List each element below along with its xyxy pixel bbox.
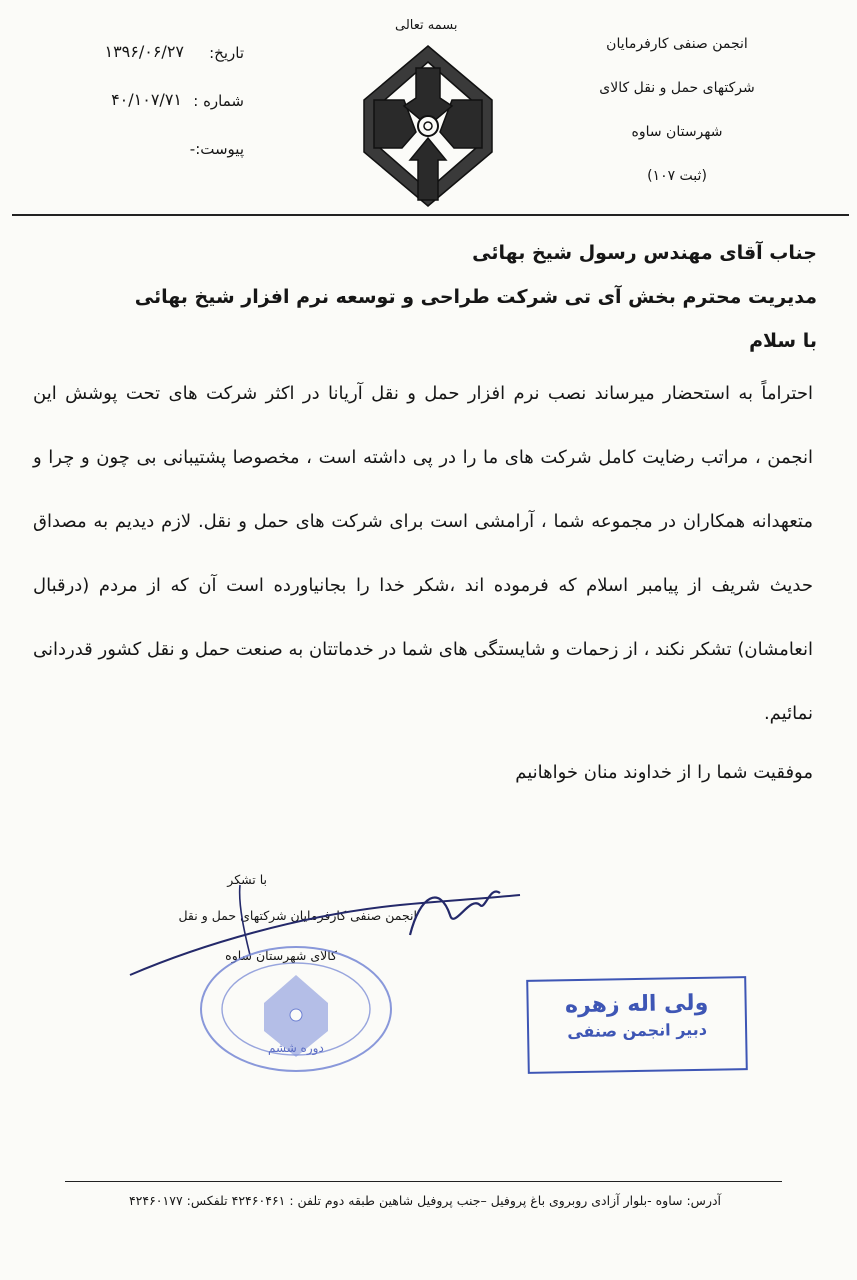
footer-divider [65,1181,782,1182]
recipient-name: جناب آقای مهندس رسول شیخ بهائی [472,242,817,264]
signature-org-line-2: کالای شهرستان ساوه [225,948,337,963]
greeting: با سلام [749,330,817,352]
stamp-title: دبیر انجمن صنفی [567,1019,708,1042]
closing-line: موفقیت شما را از خداوند منان خواهانیم [515,762,813,783]
footer-address: آدرس: ساوه -بلوار آزادی روبروی باغ پروفیل –جنب پروفیل شاهین طبقه دوم تلفن : ۴۲۴۶۰۴۶۱ تلفکس: ۴۲۴۶۰۱۷۷ [128,1193,722,1208]
official-seal [198,945,394,1073]
signatory-stamp [526,976,748,1074]
org-name-line-1: انجمن صنفی کارفرمایان [606,36,748,52]
date-label: تاریخ: [209,44,244,62]
org-name-line-2: شرکتهای حمل و نقل کالای [599,80,755,96]
header-divider [12,214,849,216]
invocation: بسمه تعالی [395,18,458,33]
number-value: ۴۰/۱۰۷/۷۱ [111,90,182,109]
org-logo [358,40,498,212]
number-label: شماره : [193,92,244,110]
letter-body: احتراماً به استحضار میرساند نصب نرم افزار حمل و نقل آریانا در اکثر شرکت های تحت پوشش این انجمن ، مراتب رضایت کامل شرکت های ما را در پی داشته است ، مخصوصا پشتیبانی بی چون و چرا و متعهدانه همکاران در مجموعه شما ، آرامشی است برای شرکت های حمل و نقل. لازم دیدیم به مصداق حدیث شریف از پیامبر اسلام که فرموده اند ،شکر خدا را بجانیاورده است آن که از مردم (درقبال انعامشان) تشکر نکند ، از زحمات و شایستگی های شما در خدماتتان به صنعت حمل و نقل کشور قدردانی نمائیم. [33,383,813,724]
stamp-name: ولی اله زهره [564,990,709,1019]
org-name-line-3: شهرستان ساوه [631,124,723,140]
registration-number: (ثبت ۱۰۷) [647,168,707,184]
date-value: ۱۳۹۶/۰۶/۲۷ [104,42,184,61]
signature-org-line-1: انجمن صنفی کارفرمایان شرکتهای حمل و نقل [178,908,417,923]
seal-text: دوره ششم [268,1041,324,1055]
attachment-label: پیوست:- [189,140,244,158]
recipient-title: مدیریت محترم بخش آی تی شرکت طراحی و توسعه نرم افزار شیخ بهائی [134,286,817,308]
thanks-note: با تشکر [227,872,267,887]
